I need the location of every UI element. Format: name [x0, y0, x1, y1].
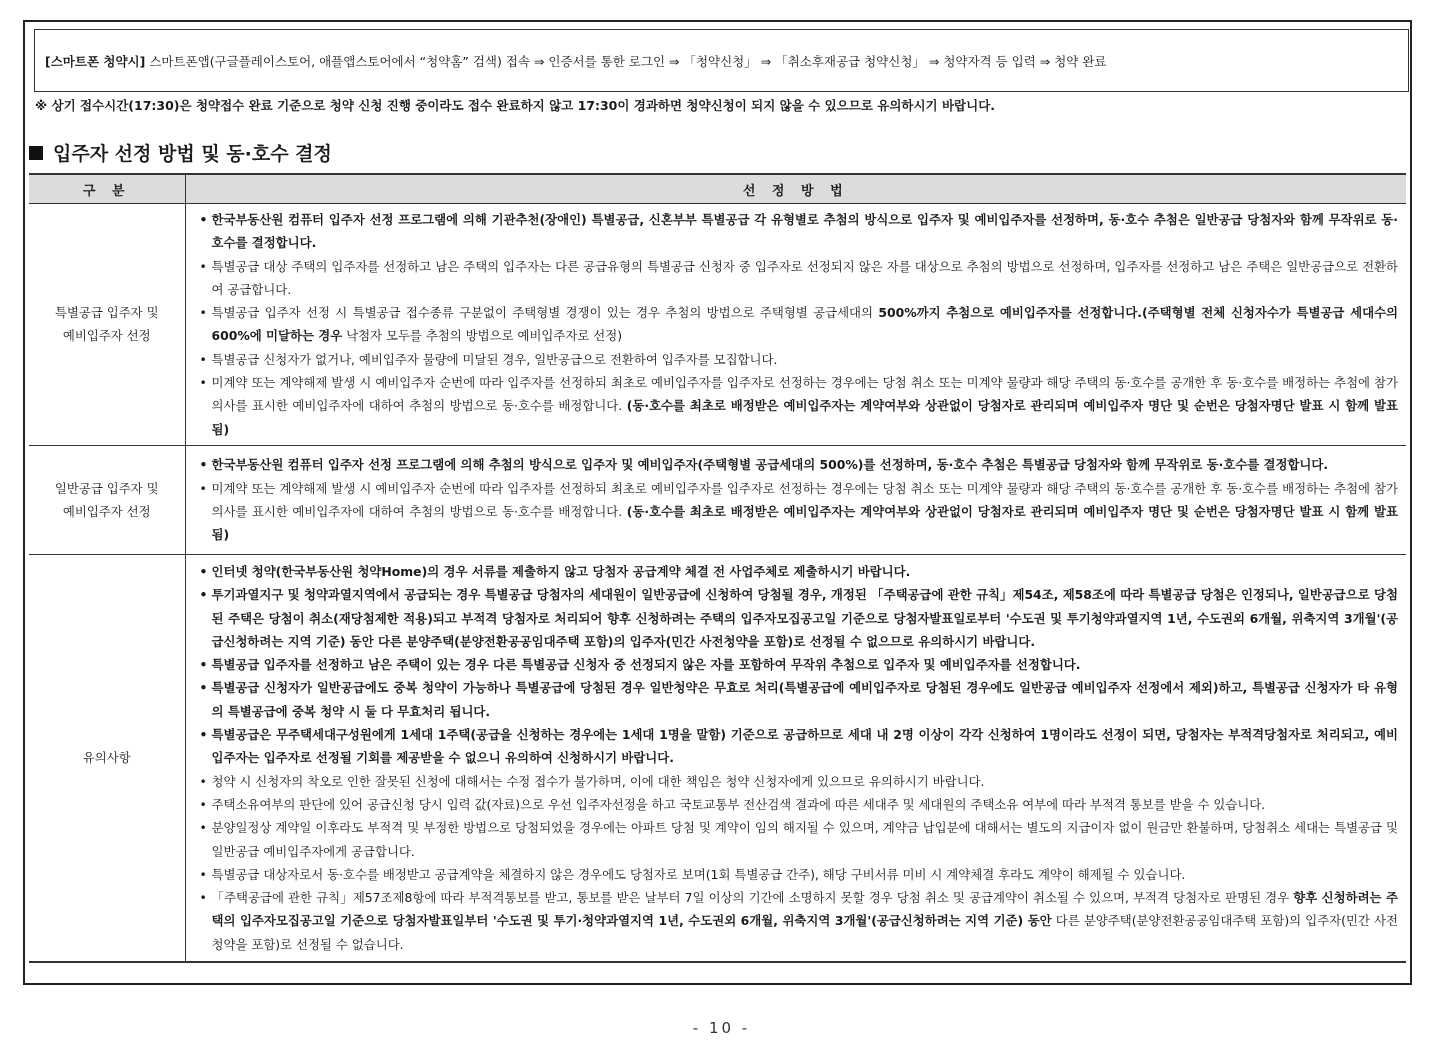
list-item: • 특별공급 대상자로서 동·호수를 배정받고 공급계약을 체결하지 않은 경우에도 당첨자로 보며(1회 특별공급 간주), 해당 구비서류 미비 시 계약체결 후라도 계약이 해제될 수 있습니다. — [200, 863, 1399, 886]
notice-tag: [스마트폰 청약시] — [45, 53, 146, 69]
list-item: • 주택소유여부의 판단에 있어 공급신청 당시 입력 값(자료)으로 우선 입주자선정을 하고 국토교통부 전산검색 결과에 따른 세대주 및 세대원의 주택소유 여부에 따라 부적격 통보를 받을 수 있습니다. — [200, 793, 1399, 816]
header-category: 구 분 — [29, 174, 185, 204]
smartphone-notice-box — [34, 29, 1409, 92]
row-label-notes: 유의사항 — [29, 554, 185, 962]
header-method: 선 정 방 법 — [185, 174, 1406, 204]
list-item: • 투기과열지구 및 청약과열지역에서 공급되는 경우 특별공급 당첨자의 세대원이 일반공급에 신청하여 당첨될 경우, 개정된 「주택공급에 관한 규칙」제54조, 제58조에 따라 특별공급 당첨은 인정되나, 일반공급으로 당첨된 주택은 당첨이 취소(재당첨제한 적용)되고 부적격 당첨자로 처리되어 향후 신청하려는 주택의 입주자모집공고일 기준으로 당첨자발표일로부터 '수도권 및 투기청약과열지역 1년, 수도권외 6개월, 위축지역 3개월'(공급신청하려는 지역 기준) 동안 다른 분양주택(분양전환공공임대주택 포함)의 입주자(민간 사전청약을 포함)로 선정될 수 없으므로 유의하시기 바랍니다. — [200, 583, 1399, 653]
list-item: • 특별공급 신청자가 일반공급에도 중복 청약이 가능하나 특별공급에 당첨된 경우 일반청약은 무효로 처리(특별공급에 예비입주자로 당첨된 경우에도 일반공급 예비입주자 선정에서 제외)하고, 특별공급 신청자가 타 유형의 특별공급에 중복 청약 시 둘 다 무효처리 됩니다. — [200, 676, 1399, 723]
table-row-notes — [29, 554, 1406, 962]
list-item: • 특별공급 신청자가 없거나, 예비입주자 물량에 미달된 경우, 일반공급으로 전환하여 입주자를 모집합니다. — [200, 348, 1399, 371]
list-item: • 특별공급 입주자를 선정하고 남은 주택이 있는 경우 다른 특별공급 신청자 중 선정되지 않은 자를 포함하여 무작위 추첨으로 입주자 및 예비입주자를 선정합니다. — [200, 653, 1399, 676]
deadline-warning: ※ 상기 접수시간(17:30)은 청약접수 완료 기준으로 청약 신청 진행 중이라도 접수 완료하지 않고 17:30이 경과하면 청약신청이 되지 않을 수 있으므로 유의하시기 바랍니다. — [35, 98, 996, 113]
page-frame — [23, 20, 1412, 985]
section-title — [29, 139, 332, 166]
table-row-special-supply — [29, 204, 1406, 446]
notice-text: 스마트폰앱(구글플레이스토어, 애플앱스토어에서 “청약홈” 검색) 접속 ⇒ 인증서를 통한 로그인 ⇒ 「청약신청」 ⇒ 「취소후재공급 청약신청」 ⇒ 청약자격 등 입력 ⇒ 청약 완료 — [149, 53, 1107, 69]
row-label-special: 특별공급 입주자 및 예비입주자 선정 — [29, 204, 185, 446]
list-item: • 인터넷 청약(한국부동산원 청약Home)의 경우 서류를 제출하지 않고 당첨자 공급계약 체결 전 사업주체로 제출하시기 바랍니다. — [200, 560, 1399, 583]
list-item: • 미계약 또는 계약해제 발생 시 예비입주자 순번에 따라 입주자를 선정하되 최초로 예비입주자를 입주자로 선정하는 경우에는 당첨 취소 또는 미계약 물량과 해당 주택의 동·호수를 공개한 후 동·호수를 배정하는 추첨에 참가의사를 표시한 예비입주자에 대하여 추첨의 방법으로 동·호수를 배정합니다. (동·호수를 최초로 배정받은 예비입주자는 계약여부와 상관없이 당첨자로 관리되며 예비입주자 명단 및 순번은 당첨자명단 발표 시 함께 발표됨) — [200, 477, 1399, 547]
list-item: • 분양일정상 계약일 이후라도 부적격 및 부정한 방법으로 당첨되었을 경우에는 아파트 당첨 및 계약이 임의 해지될 수 있으며, 계약금 납입분에 대해서는 별도의 지급이자 없이 원금만 환불하며, 당첨취소 세대는 특별공급 및 일반공급 예비입주자에게 공급합니다. — [200, 816, 1399, 863]
list-item: • 미계약 또는 계약해제 발생 시 예비입주자 순번에 따라 입주자를 선정하되 최초로 예비입주자를 입주자로 선정하는 경우에는 당첨 취소 또는 미계약 물량과 해당 주택의 동·호수를 공개한 후 동·호수를 배정하는 추첨에 참가의사를 표시한 예비입주자에 대하여 추첨의 방법으로 동·호수를 배정합니다. (동·호수를 최초로 배정받은 예비입주자는 계약여부와 상관없이 당첨자로 관리되며 예비입주자 명단 및 순번은 당첨자명단 발표 시 함께 발표됨) — [200, 371, 1399, 441]
list-item: • 청약 시 신청자의 착오로 인한 잘못된 신청에 대해서는 수정 접수가 불가하며, 이에 대한 책임은 청약 신청자에게 있으므로 유의하시기 바랍니다. — [200, 770, 1399, 793]
row-content-notes — [185, 554, 1406, 962]
page-number: - 10 - — [692, 1019, 751, 1037]
section-title-text: 입주자 선정 방법 및 동·호수 결정 — [53, 143, 332, 165]
black-square-icon — [29, 146, 43, 160]
list-item: • 특별공급 입주자 선정 시 특별공급 접수종류 구분없이 주택형별 경쟁이 있는 경우 추첨의 방법으로 주택형별 공급세대의 500%까지 추첨으로 예비입주자를 선정합니다.(주택형별 전체 신청자수가 특별공급 세대수의 600%에 미달하는 경우 낙첨자 모두를 추첨의 방법으로 예비입주자로 선정) — [200, 301, 1399, 348]
selection-method-table — [29, 173, 1406, 963]
row-content-special — [185, 204, 1406, 446]
list-item: • 「주택공급에 관한 규칙」제57조제8항에 따라 부적격통보를 받고, 통보를 받은 날부터 7일 이상의 기간에 소명하지 못할 경우 당첨 취소 및 공급계약이 취소될 수 있으며, 부적격 당첨자로 판명된 경우 향후 신청하려는 주택의 입주자모집공고일 기준으로 당첨자발표일부터 '수도권 및 투기·청약과열지역 1년, 수도권외 6개월, 위축지역 3개월'(공급신청하려는 지역 기준) 동안 다른 분양주택(분양전환공공임대주택 포함)의 입주자(민간 사전청약을 포함)로 선정될 수 없습니다. — [200, 886, 1399, 956]
row-content-general — [185, 445, 1406, 554]
row-label-general: 일반공급 입주자 및 예비입주자 선정 — [29, 445, 185, 554]
list-item: • 한국부동산원 컴퓨터 입주자 선정 프로그램에 의해 기관추천(장애인) 특별공급, 신혼부부 특별공급 각 유형별로 추첨의 방식으로 입주자 및 예비입주자를 선정하며, 동·호수 추첨은 일반공급 당첨자와 함께 무작위로 동·호수를 결정합니다. — [200, 208, 1399, 255]
list-item: • 한국부동산원 컴퓨터 입주자 선정 프로그램에 의해 추첨의 방식으로 입주자 및 예비입주자(주택형별 공급세대의 500%)를 선정하며, 동·호수 추첨은 특별공급 당첨자와 함께 무작위로 동·호수를 결정합니다. — [200, 453, 1399, 476]
list-item: • 특별공급은 무주택세대구성원에게 1세대 1주택(공급을 신청하는 경우에는 1세대 1명을 말함) 기준으로 공급하므로 세대 내 2명 이상이 각각 신청하여 1명이라도 선정이 되면, 당첨자는 부적격당첨자로 처리되고, 예비입주자는 입주자로 선정될 기회를 제공받을 수 없으니 유의하여 신청하시기 바랍니다. — [200, 723, 1399, 770]
table-header-row — [29, 174, 1406, 204]
list-item: • 특별공급 대상 주택의 입주자를 선정하고 남은 주택의 입주자는 다른 공급유형의 특별공급 신청자 중 입주자로 선정되지 않은 자를 대상으로 추첨의 방법으로 선정하며, 입주자를 선정하고 남은 주택은 일반공급으로 전환하여 공급합니다. — [200, 255, 1399, 302]
table-row-general-supply — [29, 445, 1406, 554]
